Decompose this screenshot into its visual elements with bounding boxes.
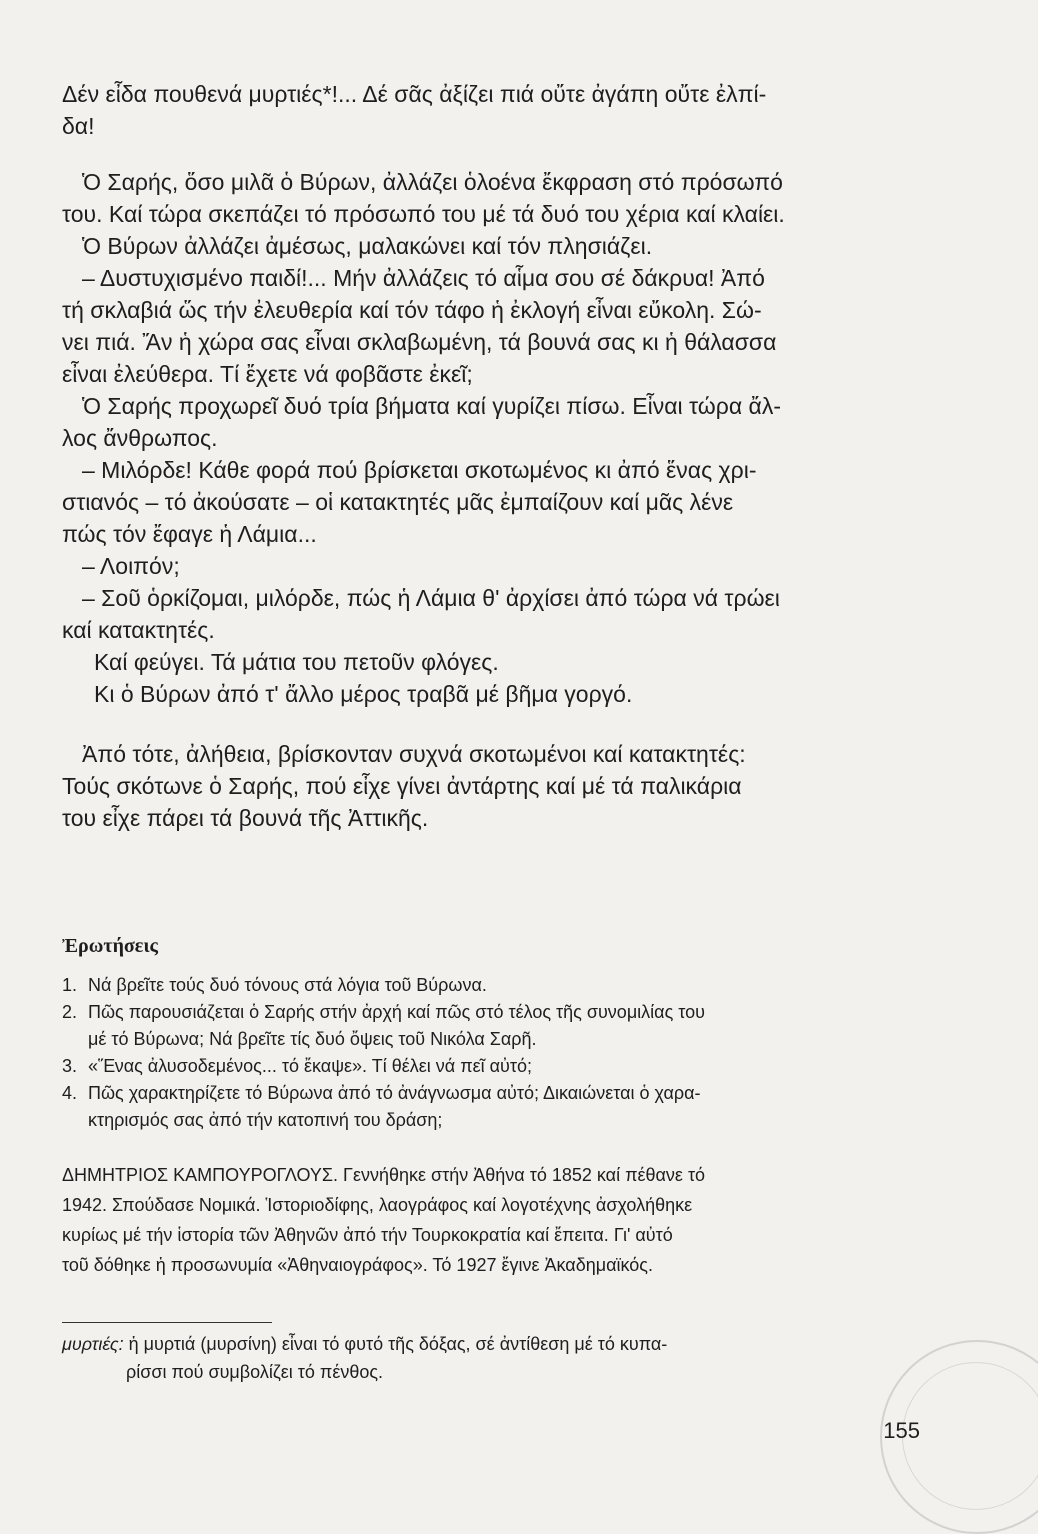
footnote-text: ρίσσι πού συμβολίζει τό πένθος. — [126, 1362, 384, 1382]
text-line: στιανός – τό ἀκούσατε – οἱ κατακτητές μᾶς ἐμπαίζουν καί μᾶς λένε — [62, 489, 734, 515]
text-line: δα! — [62, 113, 95, 139]
footnote-divider — [62, 1322, 272, 1323]
text-line: Τούς σκότωνε ὁ Σαρής, πού εἶχε γίνει ἀντάρτης καί μέ τά παλικάρια — [62, 773, 742, 799]
text-line: τή σκλαβιά ὥς τήν ἐλευθερία καί τόν τάφο ἡ ἐκλογή εἶναι εὔκολη. Σώ- — [62, 297, 762, 323]
page-number: 155 — [883, 1418, 920, 1443]
bio-line: κυρίως μέ τήν ἱστορία τῶν Ἀθηνῶν ἀπό τήν Τουρκοκρατία καί ἔπειτα. Γι' αὐτό — [62, 1225, 673, 1245]
footnote-text: ἡ μυρτιά (μυρσίνη) εἶναι τό φυτό τῆς δόξας, σέ ἀντίθεση μέ τό κυπα- — [123, 1334, 668, 1354]
bio-line: ΔΗΜΗΤΡΙΟΣ ΚΑΜΠΟΥΡΟΓΛΟΥΣ. Γεννήθηκε στήν Ἀθήνα τό 1852 καί πέθανε τό — [62, 1165, 706, 1185]
text-line: λος ἄνθρωπος. — [62, 425, 218, 451]
questions-section — [62, 935, 912, 1134]
text-line: νει πιά. Ἄν ἡ χώρα σας εἶναι σκλαβωμένη, τά βουνά σας κι ἡ θάλασσα — [62, 329, 777, 355]
question-item: 1. Νά βρεῖτε τούς δυό τόνους στά λόγια τοῦ Βύρωνα. — [62, 975, 487, 995]
question-item: 4. Πῶς χαρακτηρίζετε τό Βύρωνα ἀπό τό ἀνάγνωσμα αὐτό; Δικαιώνεται ὁ χαρα- κτηρισμός σας ἀπό τήν κατοπινή του δράση; — [62, 1083, 701, 1130]
text-line: Ἀπό τότε, ἀλήθεια, βρίσκονταν συχνά σκοτωμένοι καί κατακτητές: — [82, 741, 746, 767]
footnote — [62, 1330, 912, 1386]
question-item: 2. Πῶς παρουσιάζεται ὁ Σαρής στήν ἀρχή καί πῶς στό τέλος τῆς συνομιλίας του μέ τό Βύρωνα; Νά βρεῖτε τίς δυό ὄψεις τοῦ Νικόλα Σαρῆ. — [62, 1002, 705, 1049]
text-line: εἶναι ἐλεύθερα. Τί ἔχετε νά φοβᾶστε ἐκεῖ; — [62, 361, 473, 387]
text-line: – Σοῦ ὁρκίζομαι, μιλόρδε, πώς ἡ Λάμια θ' ἀρχίσει ἀπό τώρα νά τρώει — [82, 585, 780, 611]
text-line: Δέν εἶδα πουθενά μυρτιές*!... Δέ σᾶς ἀξίζει πιά οὔτε ἀγάπη οὔτε ἐλπί- — [62, 81, 767, 107]
text-line: καί κατακτητές. — [62, 617, 215, 643]
author-bio — [62, 1160, 912, 1280]
question-item: 3. «Ἕνας ἀλυσοδεμένος... τό ἔκαψε». Τί θέλει νά πεῖ αὐτό; — [62, 1056, 533, 1076]
text-line: – Μιλόρδε! Κάθε φορά πού βρίσκεται σκοτωμένος κι ἀπό ἕνας χρι- — [82, 457, 757, 483]
story-text — [62, 78, 912, 834]
questions-heading: Ἐρωτήσεις — [62, 935, 158, 957]
bio-line: 1942. Σπούδασε Νομικά. Ἱστοριοδίφης, λαογράφος καί λογοτέχνης ἀσχολήθηκε — [62, 1195, 693, 1215]
bio-line: τοῦ δόθηκε ἡ προσωνυμία «Ἀθηναιογράφος». Τό 1927 ἔγινε Ἀκαδημαϊκός. — [62, 1255, 653, 1275]
text-line: – Δυστυχισμένο παιδί!... Μήν ἀλλάζεις τό αἷμα σου σέ δάκρυα! Ἀπό — [82, 265, 765, 291]
text-line: Καί φεύγει. Τά μάτια του πετοῦν φλόγες. — [94, 649, 499, 675]
text-line: του εἶχε πάρει τά βουνά τῆς Ἀττικῆς. — [62, 805, 429, 831]
text-line: – Λοιπόν; — [82, 553, 180, 579]
text-line: Ὁ Σαρής προχωρεῖ δυό τρία βήματα καί γυρίζει πίσω. Εἶναι τώρα ἄλ- — [82, 393, 781, 419]
footnote-term: μυρτιές: — [62, 1334, 124, 1354]
text-line: Κι ὁ Βύρων ἀπό τ' ἄλλο μέρος τραβᾶ μέ βῆμα γοργό. — [94, 681, 633, 707]
text-line: πώς τόν ἔφαγε ἡ Λάμια... — [62, 521, 317, 547]
text-line: του. Καί τώρα σκεπάζει τό πρόσωπό του μέ τά δυό του χέρια καί κλαίει. — [62, 201, 785, 227]
text-line: Ὁ Βύρων ἀλλάζει ἀμέσως, μαλακώνει καί τόν πλησιάζει. — [82, 233, 653, 259]
text-line: Ὁ Σαρής, ὅσο μιλᾶ ὁ Βύρων, ἀλλάζει ὁλοένα ἔκφραση στό πρόσωπό — [82, 169, 783, 195]
